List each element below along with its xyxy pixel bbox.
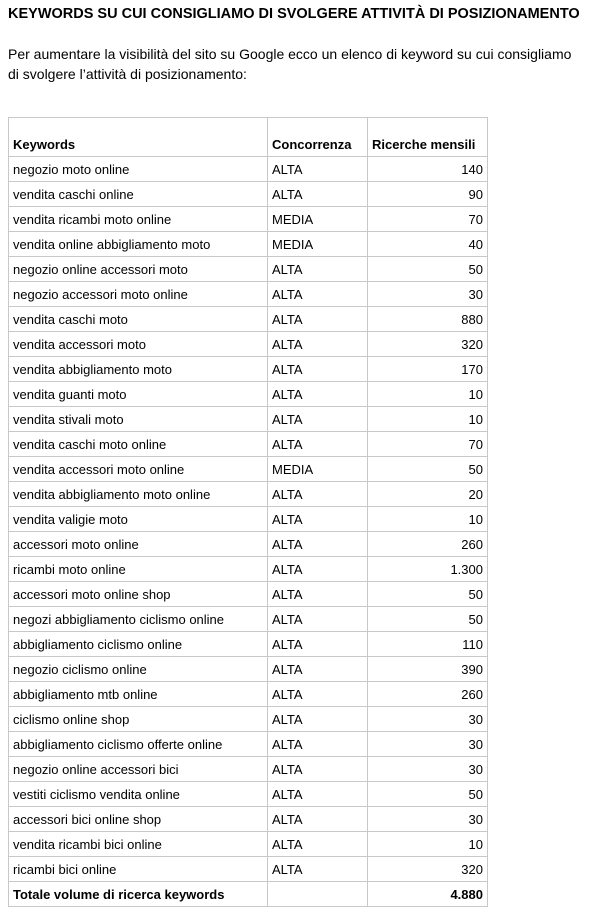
concorrenza-cell: ALTA (268, 832, 368, 857)
concorrenza-cell: ALTA (268, 607, 368, 632)
table-row (9, 432, 488, 457)
keyword-cell: negozi abbigliamento ciclismo online (9, 607, 268, 632)
concorrenza-cell: ALTA (268, 407, 368, 432)
concorrenza-cell: ALTA (268, 682, 368, 707)
keyword-cell: vendita caschi moto online (9, 432, 268, 457)
keyword-cell: vendita ricambi moto online (9, 207, 268, 232)
keyword-cell: ricambi moto online (9, 557, 268, 582)
concorrenza-cell: ALTA (268, 532, 368, 557)
concorrenza-cell: MEDIA (268, 232, 368, 257)
keyword-cell: vendita abbigliamento moto (9, 357, 268, 382)
concorrenza-cell: ALTA (268, 757, 368, 782)
table-row (9, 732, 488, 757)
table-header-row (9, 118, 488, 157)
table-row (9, 632, 488, 657)
ricerche-cell: 30 (368, 707, 488, 732)
keyword-cell: vendita ricambi bici online (9, 832, 268, 857)
table-row (9, 382, 488, 407)
concorrenza-cell: ALTA (268, 732, 368, 757)
intro-paragraph: Per aumentare la visibilità del sito su Google ecco un elenco di keyword su cui consigliamo di svolgere l’attività di posizionamento: (8, 46, 572, 82)
ricerche-cell: 70 (368, 432, 488, 457)
keyword-cell: vestiti ciclismo vendita online (9, 782, 268, 807)
keyword-cell: negozio moto online (9, 157, 268, 182)
ricerche-cell: 320 (368, 332, 488, 357)
keyword-cell: negozio online accessori moto (9, 257, 268, 282)
table-row (9, 282, 488, 307)
table-row (9, 532, 488, 557)
keyword-cell: vendita valigie moto (9, 507, 268, 532)
table-row (9, 157, 488, 182)
table-row (9, 407, 488, 432)
table-row (9, 457, 488, 482)
total-label: Totale volume di ricerca keywords (9, 882, 268, 907)
concorrenza-cell: ALTA (268, 182, 368, 207)
keyword-cell: vendita accessori moto online (9, 457, 268, 482)
ricerche-cell: 260 (368, 682, 488, 707)
keyword-cell: vendita stivali moto (9, 407, 268, 432)
ricerche-cell: 1.300 (368, 557, 488, 582)
table-row (9, 332, 488, 357)
ricerche-cell: 30 (368, 807, 488, 832)
concorrenza-cell: ALTA (268, 157, 368, 182)
keyword-cell: accessori moto online (9, 532, 268, 557)
ricerche-cell: 30 (368, 282, 488, 307)
table-row (9, 307, 488, 332)
table-row (9, 482, 488, 507)
ricerche-cell: 10 (368, 832, 488, 857)
table-row (9, 857, 488, 882)
ricerche-cell: 50 (368, 607, 488, 632)
table-row (9, 657, 488, 682)
concorrenza-cell: ALTA (268, 507, 368, 532)
concorrenza-cell: MEDIA (268, 207, 368, 232)
header-ricerche-mensili: Ricerche mensili (368, 118, 488, 157)
keyword-cell: negozio online accessori bici (9, 757, 268, 782)
ricerche-cell: 140 (368, 157, 488, 182)
table-row (9, 232, 488, 257)
keyword-cell: ciclismo online shop (9, 707, 268, 732)
concorrenza-cell: ALTA (268, 782, 368, 807)
keyword-cell: vendita online abbigliamento moto (9, 232, 268, 257)
ricerche-cell: 10 (368, 382, 488, 407)
ricerche-cell: 320 (368, 857, 488, 882)
table-row (9, 707, 488, 732)
concorrenza-cell: ALTA (268, 357, 368, 382)
concorrenza-cell: ALTA (268, 332, 368, 357)
ricerche-cell: 50 (368, 582, 488, 607)
ricerche-cell: 50 (368, 457, 488, 482)
ricerche-cell: 30 (368, 732, 488, 757)
keyword-cell: abbigliamento mtb online (9, 682, 268, 707)
concorrenza-cell: ALTA (268, 807, 368, 832)
table-row (9, 357, 488, 382)
ricerche-cell: 50 (368, 257, 488, 282)
header-keywords: Keywords (9, 118, 268, 157)
keyword-cell: negozio accessori moto online (9, 282, 268, 307)
concorrenza-cell: ALTA (268, 282, 368, 307)
keyword-cell: ricambi bici online (9, 857, 268, 882)
table-body (9, 157, 488, 882)
total-value: 4.880 (368, 882, 488, 907)
keyword-cell: vendita caschi moto (9, 307, 268, 332)
total-row (9, 882, 488, 907)
table-row (9, 782, 488, 807)
table-row (9, 507, 488, 532)
table-row (9, 557, 488, 582)
table-row (9, 607, 488, 632)
concorrenza-cell: ALTA (268, 432, 368, 457)
ricerche-cell: 90 (368, 182, 488, 207)
ricerche-cell: 170 (368, 357, 488, 382)
table-row (9, 832, 488, 857)
keyword-cell: abbigliamento ciclismo online (9, 632, 268, 657)
ricerche-cell: 260 (368, 532, 488, 557)
table-row (9, 207, 488, 232)
concorrenza-cell: ALTA (268, 707, 368, 732)
header-concorrenza: Concorrenza (268, 118, 368, 157)
ricerche-cell: 40 (368, 232, 488, 257)
concorrenza-cell: ALTA (268, 482, 368, 507)
concorrenza-cell: ALTA (268, 307, 368, 332)
table-row (9, 807, 488, 832)
table-row (9, 757, 488, 782)
table-row (9, 682, 488, 707)
concorrenza-cell: ALTA (268, 657, 368, 682)
keyword-cell: vendita accessori moto (9, 332, 268, 357)
concorrenza-cell: ALTA (268, 557, 368, 582)
concorrenza-cell: MEDIA (268, 457, 368, 482)
keyword-cell: vendita caschi online (9, 182, 268, 207)
table-row (9, 257, 488, 282)
ricerche-cell: 30 (368, 757, 488, 782)
keyword-cell: abbigliamento ciclismo offerte online (9, 732, 268, 757)
table-row (9, 582, 488, 607)
page-title: KEYWORDS SU CUI CONSIGLIAMO DI SVOLGERE ATTIVITÀ DI POSIZIONAMENTO (8, 6, 580, 22)
ricerche-cell: 110 (368, 632, 488, 657)
ricerche-cell: 10 (368, 407, 488, 432)
concorrenza-cell: ALTA (268, 257, 368, 282)
concorrenza-cell: ALTA (268, 857, 368, 882)
concorrenza-cell: ALTA (268, 382, 368, 407)
keyword-cell: accessori bici online shop (9, 807, 268, 832)
keyword-cell: vendita guanti moto (9, 382, 268, 407)
ricerche-cell: 390 (368, 657, 488, 682)
keywords-table (8, 117, 488, 907)
keyword-cell: negozio ciclismo online (9, 657, 268, 682)
total-concorrenza (268, 882, 368, 907)
ricerche-cell: 20 (368, 482, 488, 507)
keyword-cell: accessori moto online shop (9, 582, 268, 607)
table-row (9, 182, 488, 207)
ricerche-cell: 70 (368, 207, 488, 232)
keyword-cell: vendita abbigliamento moto online (9, 482, 268, 507)
ricerche-cell: 880 (368, 307, 488, 332)
concorrenza-cell: ALTA (268, 582, 368, 607)
ricerche-cell: 10 (368, 507, 488, 532)
ricerche-cell: 50 (368, 782, 488, 807)
concorrenza-cell: ALTA (268, 632, 368, 657)
